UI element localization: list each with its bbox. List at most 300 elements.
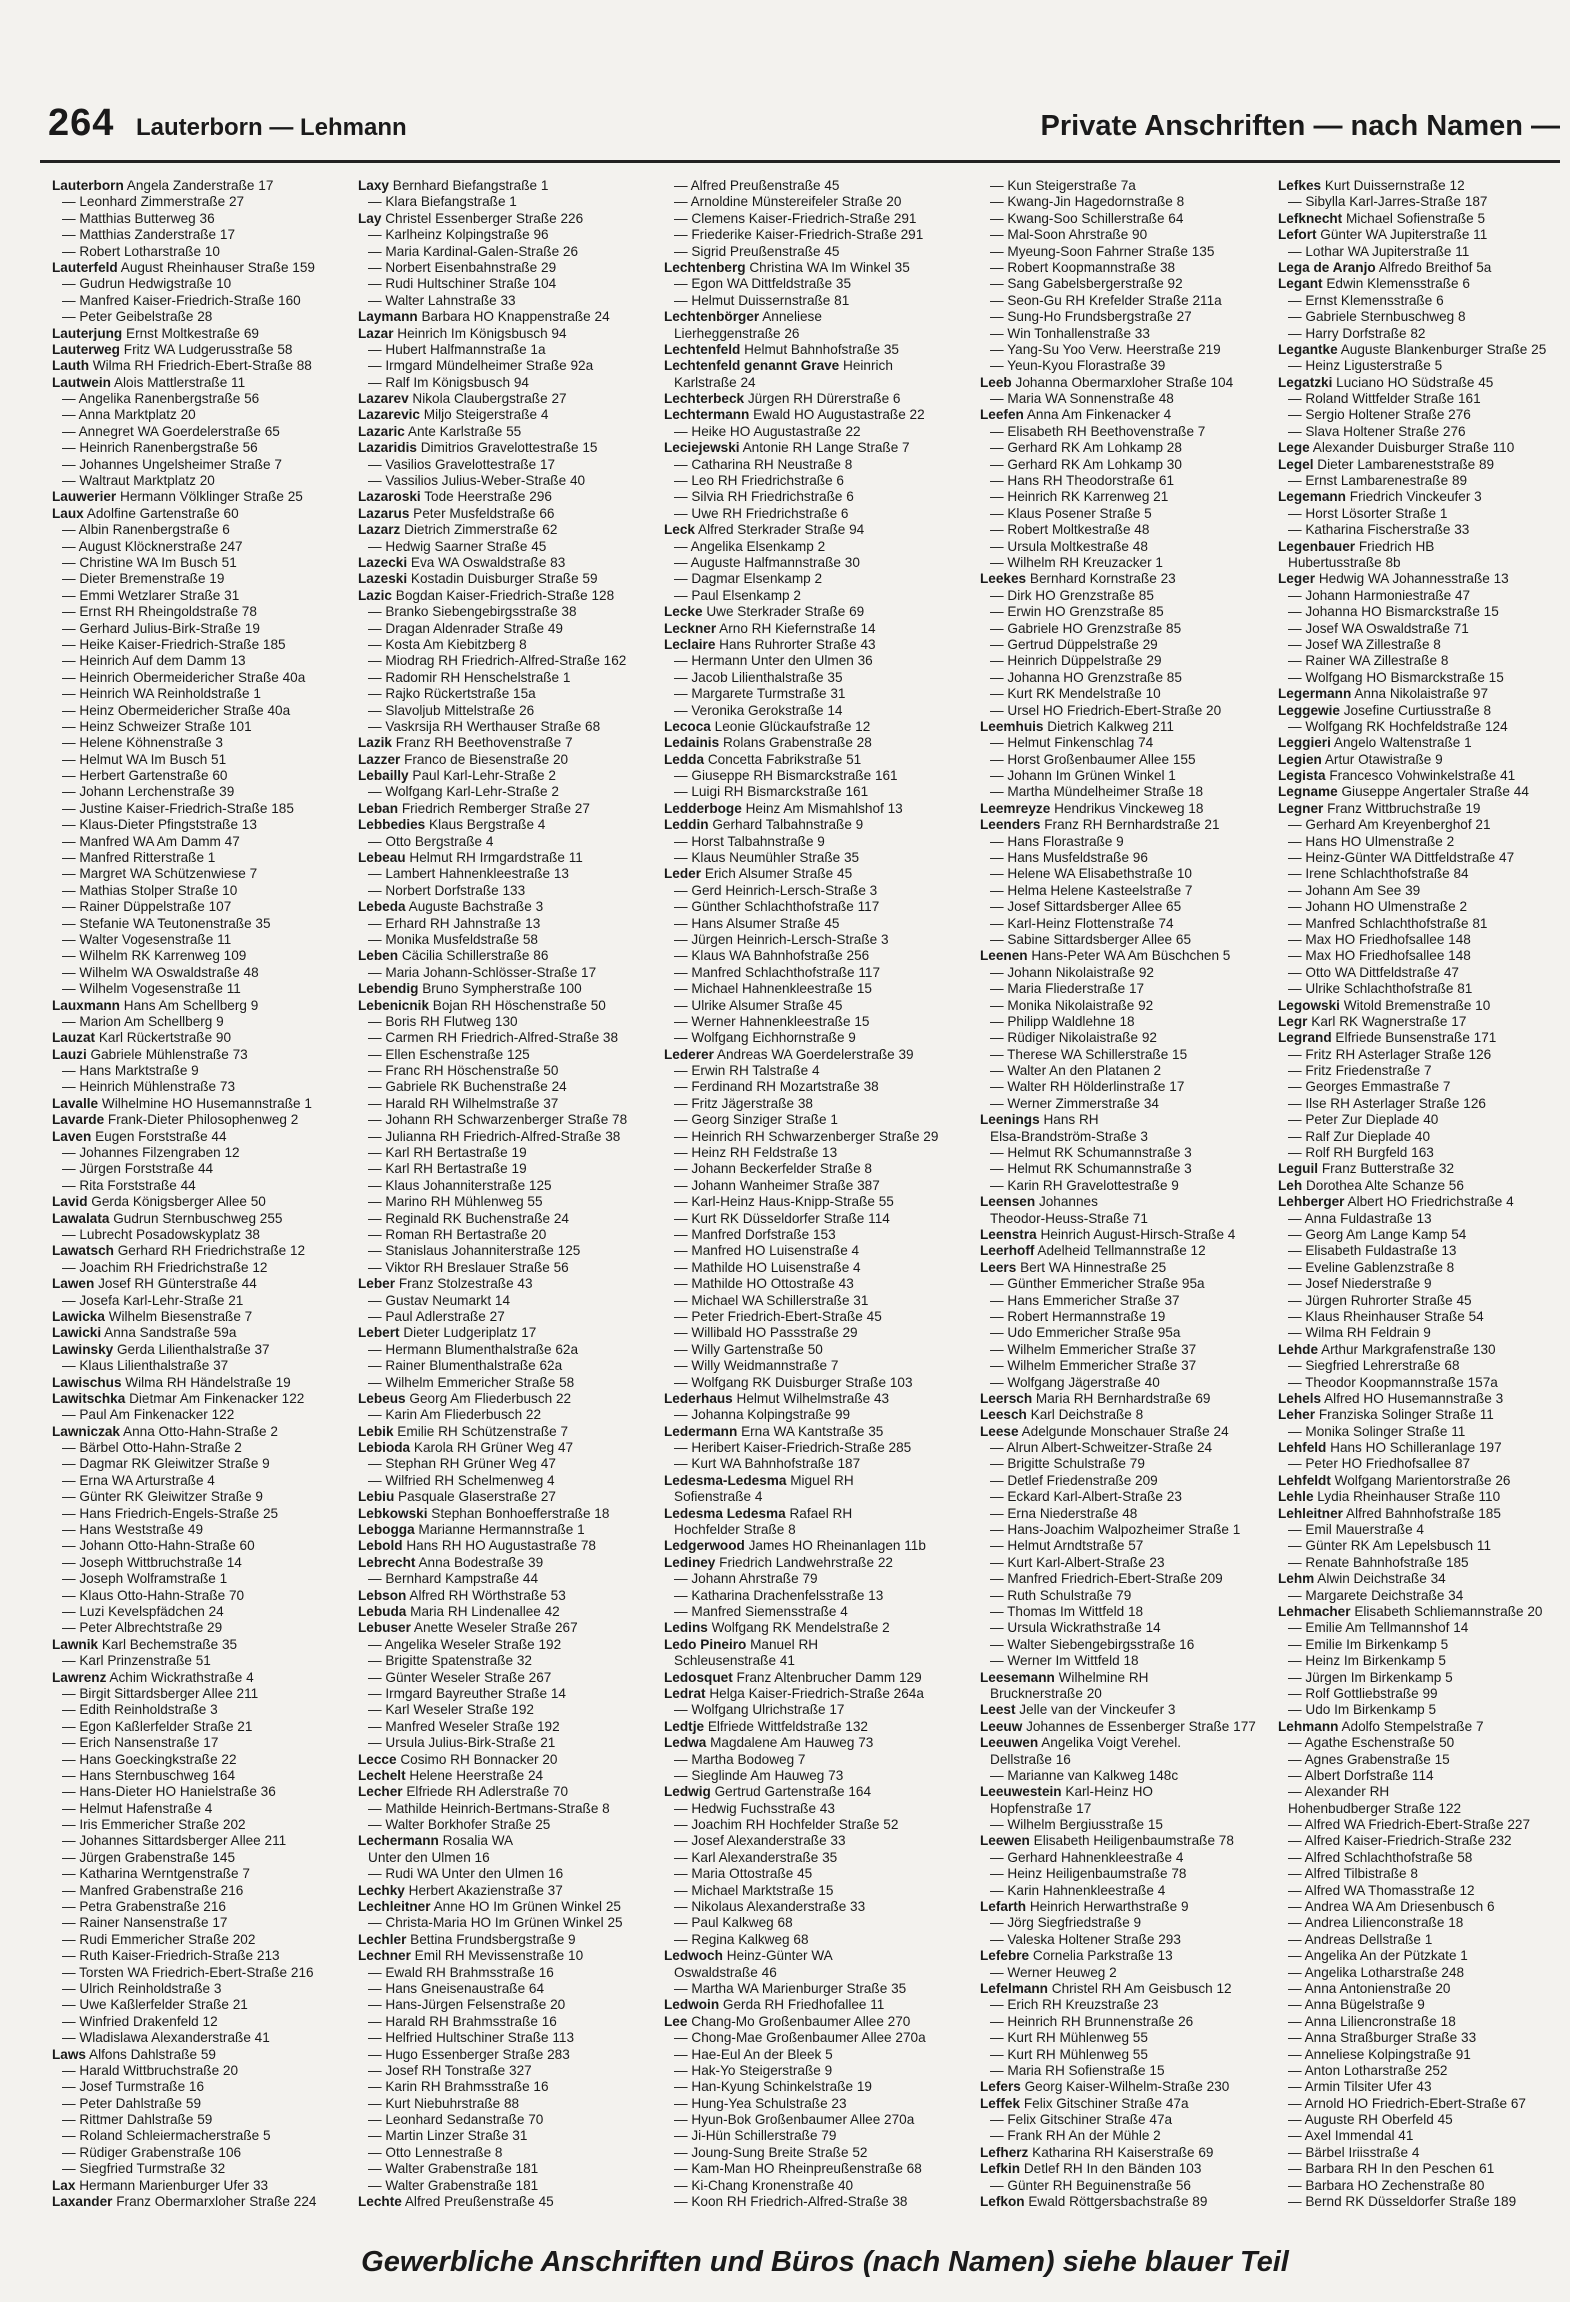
directory-entry	[358, 1620, 670, 1636]
entry-details: — Catharina RH Neustraße 8	[674, 456, 853, 472]
directory-entry	[1278, 981, 1560, 997]
directory-entry	[664, 916, 976, 932]
directory-entry	[664, 1702, 976, 1718]
directory-entry	[52, 1129, 364, 1145]
directory-entry	[664, 1620, 976, 1636]
entry-surname: Lazaric	[358, 423, 405, 439]
directory-entry	[358, 1079, 670, 1095]
entry-details: — Albin Ranenbergstraße 6	[62, 522, 230, 538]
entry-surname: Lazarev	[358, 391, 409, 407]
entry-details: — Silvia RH Friedrichstraße 6	[674, 489, 854, 505]
entry-details: — Emilie Im Birkenkamp 5	[1288, 1636, 1449, 1652]
directory-entry	[1278, 719, 1560, 735]
directory-entry	[52, 1604, 364, 1620]
entry-details: Franz Stolzestraße 43	[398, 1276, 533, 1292]
entry-details: — Iris Emmericher Straße 202	[62, 1817, 246, 1833]
entry-surname: Legista	[1278, 768, 1326, 784]
entry-details: — Ralf Im Königsbusch 94	[368, 374, 529, 390]
directory-entry	[980, 1620, 1292, 1636]
directory-entry	[1278, 342, 1560, 358]
entry-surname: Legermann	[1278, 686, 1352, 702]
directory-entry	[664, 1833, 976, 1849]
entry-details: — Dagmar RK Gleiwitzer Straße 9	[62, 1456, 270, 1472]
directory-entry	[1278, 1866, 1560, 1882]
entry-details: — Johannes Filzengraben 12	[62, 1145, 240, 1161]
entry-details: — Sieglinde Am Hauweg 73	[674, 1767, 844, 1783]
directory-entry	[664, 1817, 976, 1833]
directory-entry	[664, 440, 976, 456]
entry-details: — Vassilios Julius-Weber-Straße 40	[368, 473, 586, 489]
directory-entry	[980, 555, 1292, 571]
entry-details: — Ruth Kaiser-Friedrich-Straße 213	[62, 1948, 280, 1964]
entry-details: — Therese WA Schillerstraße 15	[990, 1046, 1188, 1062]
directory-entry	[358, 2096, 670, 2112]
directory-entry	[980, 440, 1292, 456]
directory-entry	[52, 309, 364, 325]
entry-details: — Kurt Karl-Albert-Straße 23	[990, 1554, 1165, 1570]
entry-details: — Renate Bahnhofstraße 185	[1288, 1554, 1469, 1570]
directory-entry	[664, 1997, 976, 2013]
entry-details: — Fritz Friedenstraße 7	[1288, 1063, 1432, 1079]
directory-entry	[980, 1555, 1292, 1571]
entry-details: Wilma RH Friedrich-Ebert-Straße 88	[92, 358, 312, 374]
entry-surname: Lechtenberg	[664, 259, 746, 275]
directory-entry	[980, 899, 1292, 915]
directory-entry	[664, 457, 976, 473]
entry-details: — Sung-Ho Frundsbergstraße 27	[990, 309, 1192, 325]
directory-entry	[664, 981, 976, 997]
entry-surname: Lehels	[1278, 1390, 1322, 1406]
directory-entry	[1278, 1506, 1560, 1522]
entry-details: — Gabriele RK Buchenstraße 24	[368, 1079, 567, 1095]
directory-entry	[52, 817, 364, 833]
directory-entry	[664, 1260, 976, 1276]
directory-entry	[52, 1456, 364, 1472]
directory-entry	[664, 1030, 976, 1046]
directory-entry	[980, 506, 1292, 522]
directory-entry	[980, 1538, 1292, 1554]
entry-details: — Harald RH Brahmsstraße 16	[368, 2013, 557, 2029]
directory-entry	[52, 1735, 364, 1751]
entry-details: Auguste Bachstraße 3	[408, 899, 544, 915]
entry-surname: Lebogga	[358, 1522, 415, 1538]
directory-entry	[664, 2178, 976, 2194]
directory-entry	[1278, 703, 1560, 719]
entry-details: — Gabriele HO Grenzstraße 85	[990, 620, 1182, 636]
entry-surname: Lehmann	[1278, 1718, 1339, 1734]
entry-details: Hans Am Schellberg 9	[123, 997, 259, 1013]
entry-details: — Harald RH Wilhelmstraße 37	[368, 1095, 559, 1111]
entry-details: — Barbara HO Zechenstraße 80	[1288, 2177, 1485, 2193]
directory-entry	[980, 653, 1292, 669]
entry-details: — Robert Lotharstraße 10	[62, 243, 220, 259]
entry-surname: Lauterweg	[52, 341, 120, 357]
entry-details: Erna WA Kantstraße 35	[741, 1423, 884, 1439]
directory-entry	[1278, 834, 1560, 850]
directory-entry	[980, 1129, 1292, 1145]
directory-entry	[358, 1850, 670, 1866]
directory-entry	[664, 2145, 976, 2161]
directory-entry	[980, 1260, 1292, 1276]
entry-details: — Gabriele Sternbuschweg 8	[1288, 309, 1466, 325]
directory-entry	[52, 1243, 364, 1259]
directory-entry	[664, 1161, 976, 1177]
entry-details: — Frank RH An der Mühle 2	[990, 2128, 1161, 2144]
entry-details: Oswaldstraße 46	[674, 1964, 777, 1980]
entry-surname: Lehm	[1278, 1571, 1315, 1587]
directory-entry	[664, 1079, 976, 1095]
directory-entry	[980, 719, 1292, 735]
directory-entry	[52, 2161, 364, 2177]
directory-entry	[358, 260, 670, 276]
entry-details: — Giuseppe RH Bismarckstraße 161	[674, 768, 898, 784]
directory-entry	[358, 2145, 670, 2161]
entry-details: — Heinrich Ranenbergstraße 56	[62, 440, 258, 456]
entry-details: — Nikolaus Alexanderstraße 33	[674, 1899, 866, 1915]
entry-details: — Karl Prinzenstraße 51	[62, 1653, 211, 1669]
entry-details: — Werner Im Wittfeld 18	[990, 1653, 1139, 1669]
entry-details: — Radomir RH Henschelstraße 1	[368, 669, 571, 685]
directory-entry	[664, 326, 976, 342]
directory-entry	[664, 1407, 976, 1423]
entry-surname: Lefelmann	[980, 1980, 1048, 1996]
entry-surname: Leest	[980, 1702, 1016, 1718]
directory-entry	[52, 965, 364, 981]
entry-surname: Lazarz	[358, 522, 401, 538]
directory-entry	[980, 2063, 1292, 2079]
entry-details: — Max HO Friedhofsallee 148	[1288, 948, 1471, 964]
directory-entry	[980, 194, 1292, 210]
entry-details: — Helmut WA Im Busch 51	[62, 751, 227, 767]
directory-entry	[1278, 1981, 1560, 1997]
directory-entry	[980, 2030, 1292, 2046]
entry-details: — Hubert Halfmannstraße 1a	[368, 341, 546, 357]
directory-entry	[1278, 457, 1560, 473]
directory-entry	[358, 2161, 670, 2177]
entry-details: — Wilfried RH Schelmenweg 4	[368, 1472, 555, 1488]
entry-details: — Johanna Kolpingstraße 99	[674, 1407, 851, 1423]
entry-details: — Willy Weidmannstraße 7	[674, 1358, 839, 1374]
directory-entry	[980, 2047, 1292, 2063]
entry-details: — Jörg Siegfriedstraße 9	[990, 1915, 1142, 1931]
directory-entry	[980, 1391, 1292, 1407]
directory-entry	[1278, 1686, 1560, 1702]
entry-details: — Reginald RK Buchenstraße 24	[368, 1210, 569, 1226]
entry-details: — Han-Kyung Schinkelstraße 19	[674, 2079, 872, 2095]
entry-details: Anna Nikolaistraße 97	[1354, 686, 1489, 702]
directory-entry	[52, 440, 364, 456]
directory-entry	[358, 1833, 670, 1849]
entry-details: — Kurt RK Mendelstraße 10	[990, 686, 1161, 702]
entry-details: — Hans Goeckingkstraße 22	[62, 1751, 237, 1767]
directory-entry	[664, 637, 976, 653]
entry-details: Gertrud Gartenstraße 164	[714, 1784, 872, 1800]
directory-entry	[664, 407, 976, 423]
directory-entry	[358, 965, 670, 981]
entry-details: Gerda RH Friedhofallee 11	[722, 1997, 885, 2013]
entry-details: Josefine Curtiusstraße 8	[1343, 702, 1492, 718]
directory-entry	[980, 276, 1292, 292]
entry-details: — Alfred Schlachthofstraße 58	[1288, 1849, 1473, 1865]
directory-entry	[1278, 1588, 1560, 1604]
entry-details: — Leo RH Friedrichstraße 6	[674, 473, 844, 489]
entry-details: — Walter An den Platanen 2	[990, 1063, 1162, 1079]
entry-details: Gudrun Sternbuschweg 255	[113, 1210, 283, 1226]
directory-entry	[664, 1801, 976, 1817]
entry-details: Helmut RH Irmgardstraße 11	[409, 850, 583, 866]
entry-surname: Lechky	[358, 1882, 405, 1898]
entry-details: — Werner Zimmerstraße 34	[990, 1095, 1159, 1111]
directory-entry	[664, 948, 976, 964]
entry-details: — Joseph Wolframstraße 1	[62, 1571, 228, 1587]
entry-details: — Günter RK Gleiwitzer Straße 9	[62, 1489, 263, 1505]
entry-details: — Paul Adlerstraße 27	[368, 1308, 505, 1324]
entry-details: Bernhard Biefangstraße 1	[392, 178, 549, 193]
directory-entry	[664, 1440, 976, 1456]
entry-details: Karl Deichstraße 8	[1030, 1407, 1144, 1423]
directory-entry	[980, 2128, 1292, 2144]
entry-details: Franz RH Bernhardstraße 21	[1044, 817, 1220, 833]
entry-details: — Harald Wittbruchstraße 20	[62, 2062, 239, 2078]
directory-entry	[664, 2030, 976, 2046]
entry-surname: Lebeus	[358, 1390, 406, 1406]
directory-entry	[664, 506, 976, 522]
entry-details: — Jürgen Forststraße 44	[62, 1161, 214, 1177]
directory-entry	[358, 489, 670, 505]
entry-surname: Legenbauer	[1278, 538, 1356, 554]
entry-surname: Leeuw	[980, 1718, 1023, 1734]
entry-surname: Legemann	[1278, 489, 1346, 505]
directory-entry	[52, 1079, 364, 1095]
directory-entry	[980, 1833, 1292, 1849]
directory-entry	[1278, 670, 1560, 686]
entry-details: — Josef Niederstraße 9	[1288, 1276, 1432, 1292]
directory-entry	[980, 2014, 1292, 2030]
directory-entry	[980, 2112, 1292, 2128]
directory-entry	[980, 1637, 1292, 1653]
entry-surname: Leesch	[980, 1407, 1027, 1423]
entry-details: Paul Karl-Lehr-Straße 2	[412, 768, 556, 784]
entry-details: — Friederike Kaiser-Friedrich-Straße 291	[674, 227, 924, 243]
directory-entry	[52, 768, 364, 784]
entry-details: — Anna Liliencronstraße 18	[1288, 2013, 1456, 2029]
directory-entry	[664, 2161, 976, 2177]
entry-details: — Rajko Rückertstraße 15a	[368, 686, 536, 702]
directory-entry	[358, 457, 670, 473]
directory-entry	[664, 1194, 976, 1210]
directory-entry	[52, 244, 364, 260]
entry-surname: Lefarth	[980, 1899, 1027, 1915]
entry-surname: Lehfeldt	[1278, 1472, 1331, 1488]
entry-details: Herbert Akazienstraße 37	[408, 1882, 563, 1898]
directory-entry	[1278, 1604, 1560, 1620]
entry-details: Miguel RH	[790, 1472, 854, 1488]
directory-entry	[664, 1784, 976, 1800]
entry-details: Alois Mattlerstraße 11	[113, 374, 246, 390]
entry-details: — Heike Kaiser-Friedrich-Straße 185	[62, 636, 286, 652]
entry-details: — Michael WA Schillerstraße 31	[674, 1292, 869, 1308]
entry-surname: Lehle	[1278, 1489, 1314, 1505]
entry-details: — Heinrich Mühlenstraße 73	[62, 1079, 236, 1095]
entry-surname: Lebuser	[358, 1620, 411, 1636]
entry-surname: Lawen	[52, 1276, 95, 1292]
entry-details: — Kosta Am Kiebitzberg 8	[368, 636, 527, 652]
directory-entry	[1278, 637, 1560, 653]
entry-details: — Albert Dorfstraße 114	[1288, 1767, 1434, 1783]
directory-entry	[980, 391, 1292, 407]
entry-details: — Win Tonhallenstraße 33	[990, 325, 1150, 341]
entry-surname: Lebik	[358, 1423, 394, 1439]
entry-details: — Dagmar Elsenkamp 2	[674, 571, 823, 587]
entry-details: — Kurt RH Mühlenweg 55	[990, 2030, 1148, 2046]
entry-details: Tode Heerstraße 296	[424, 489, 552, 505]
entry-details: — Walter Vogesenstraße 11	[62, 931, 232, 947]
directory-entry	[358, 670, 670, 686]
directory-entry	[358, 883, 670, 899]
entry-surname: Lebson	[358, 1587, 407, 1603]
entry-details: — Manfred Siemensstraße 4	[674, 1603, 848, 1619]
directory-entry	[980, 1112, 1292, 1128]
entry-details: — Peter Friedrich-Ebert-Straße 45	[674, 1308, 882, 1324]
entry-details: — Manfred Dorfstraße 153	[674, 1227, 836, 1242]
entry-details: — Robert Hermannstraße 19	[990, 1308, 1166, 1324]
entry-details: — Emmi Wetzlarer Straße 31	[62, 587, 240, 603]
directory-entry	[664, 2063, 976, 2079]
entry-details: — Brigitte Schulstraße 79	[990, 1456, 1145, 1472]
directory-entry	[52, 981, 364, 997]
directory-entry	[1278, 653, 1560, 669]
directory-entry	[358, 1473, 670, 1489]
directory-entry	[980, 424, 1292, 440]
entry-surname: Lega de Aranjo	[1278, 259, 1376, 275]
entry-details: — Udo Im Birkenkamp 5	[1288, 1702, 1437, 1718]
entry-details: Anna Am Finkenacker 4	[1026, 407, 1172, 423]
entry-details: — Wolfgang RK Hochfeldstraße 124	[1288, 718, 1508, 734]
entry-surname: Lauzat	[52, 1030, 96, 1046]
entry-details: — Wilhelm WA Oswaldstraße 48	[62, 964, 259, 980]
directory-entry	[664, 1538, 976, 1554]
entry-details: — Vasilios Gravelottestraße 17	[368, 456, 556, 472]
directory-entry	[664, 1489, 976, 1505]
entry-details: Eugen Forststraße 44	[95, 1128, 227, 1144]
entry-surname: Lawrenz	[52, 1669, 107, 1685]
entry-details: Alwin Deichstraße 34	[1317, 1571, 1446, 1587]
entry-details: — Carmen RH Friedrich-Alfred-Straße 38	[368, 1030, 619, 1046]
directory-entry	[664, 604, 976, 620]
directory-entry	[1278, 1440, 1560, 1456]
directory-entry	[1278, 473, 1560, 489]
directory-entry	[358, 1194, 670, 1210]
entry-details: Felix Gitschiner Straße 47a	[1023, 2095, 1189, 2111]
entry-details: — Johann HO Ulmenstraße 2	[1288, 899, 1468, 915]
entry-details: Hendrikus Vinckeweg 18	[1054, 800, 1204, 816]
directory-entry	[358, 2178, 670, 2194]
entry-details: Elfriede Bunsenstraße 171	[1335, 1030, 1497, 1046]
directory-entry	[664, 784, 976, 800]
directory-entry	[358, 194, 670, 210]
directory-entry	[1278, 1850, 1560, 1866]
entry-surname: Lechleitner	[358, 1899, 431, 1915]
directory-entry	[1278, 506, 1560, 522]
directory-entry	[980, 2194, 1292, 2210]
entry-details: — Harry Dorfstraße 82	[1288, 325, 1426, 341]
directory-entry	[52, 1784, 364, 1800]
entry-details: Wolfgang Marientorstraße 26	[1334, 1472, 1511, 1488]
directory-entry	[52, 1702, 364, 1718]
directory-entry	[664, 1850, 976, 1866]
directory-entry	[358, 522, 670, 538]
directory-entry	[980, 1178, 1292, 1194]
entry-details: Heinrich Herwarthstraße 9	[1029, 1899, 1189, 1915]
entry-details: Eva WA Oswaldstraße 83	[410, 554, 566, 570]
entry-details: Adelheid Tellmannstraße 12	[1037, 1243, 1206, 1259]
entry-details: — Dieter Bremenstraße 19	[62, 571, 225, 587]
entry-details: — Karin RH Brahmsstraße 16	[368, 2079, 549, 2095]
directory-entry	[980, 326, 1292, 342]
entry-details: — Torsten WA Friedrich-Ebert-Straße 216	[62, 1964, 314, 1980]
entry-details: Wolfgang RK Mendelstraße 2	[711, 1620, 890, 1636]
directory-entry	[664, 883, 976, 899]
directory-entry	[358, 1489, 670, 1505]
directory-entry	[358, 1719, 670, 1735]
directory-entry	[358, 735, 670, 751]
directory-entry	[1278, 2145, 1560, 2161]
directory-entry	[52, 227, 364, 243]
directory-entry	[1278, 1473, 1560, 1489]
directory-entry	[980, 1719, 1292, 1735]
entry-details: — Myeung-Soon Fahrner Straße 135	[990, 243, 1215, 259]
directory-entry	[52, 1850, 364, 1866]
entry-surname: Lehberger	[1278, 1194, 1345, 1210]
entry-details: — Roman RH Bertastraße 20	[368, 1227, 547, 1242]
directory-entry	[664, 1899, 976, 1915]
directory-entry	[52, 2079, 364, 2095]
entry-details: — Gustav Neumarkt 14	[368, 1292, 511, 1308]
entry-details: — Slavoljub Mittelstraße 26	[368, 702, 535, 718]
entry-surname: Lazzer	[358, 751, 401, 767]
entry-surname: Ledwoch	[664, 1948, 723, 1964]
directory-entry	[980, 2161, 1292, 2177]
entry-details: — Heinz Obermeidericher Straße 40a	[62, 702, 291, 718]
entry-surname: Lawicki	[52, 1325, 102, 1341]
directory-entry	[358, 916, 670, 932]
entry-surname: Leeb	[980, 374, 1012, 390]
directory-entry	[358, 1506, 670, 1522]
directory-entry	[980, 1489, 1292, 1505]
directory-entry	[1278, 1555, 1560, 1571]
entry-details: Antonie RH Lange Straße 7	[742, 440, 910, 456]
directory-entry	[1278, 686, 1560, 702]
entry-details: — Hae-Eul An der Bleek 5	[674, 2046, 833, 2062]
entry-details: Alfredo Breithof 5a	[1378, 259, 1492, 275]
entry-details: — Peter Dahlstraße 59	[62, 2095, 202, 2111]
directory-entry	[52, 883, 364, 899]
entry-details: Elsa-Brandström-Straße 3	[990, 1128, 1148, 1144]
directory-entry	[1278, 358, 1560, 374]
entry-surname: Lawischus	[52, 1374, 122, 1390]
entry-details: — Thomas Im Wittfeld 18	[990, 1603, 1144, 1619]
entry-details: — Johann Wanheimer Straße 387	[674, 1177, 880, 1193]
entry-details: — Hans Sternbuschweg 164	[62, 1767, 236, 1783]
entry-surname: Lay	[358, 210, 382, 226]
entry-surname: Lebendig	[358, 981, 419, 997]
entry-details: Ewald HO Augustastraße 22	[753, 407, 925, 423]
entry-surname: Lazarevic	[358, 407, 420, 423]
entry-details: Johannes	[1038, 1194, 1098, 1210]
entry-details: — Karl RH Bertastraße 19	[368, 1161, 527, 1177]
section-title: Private Anschriften — nach Namen —	[1040, 110, 1560, 142]
entry-surname: Lauterborn	[52, 178, 124, 193]
